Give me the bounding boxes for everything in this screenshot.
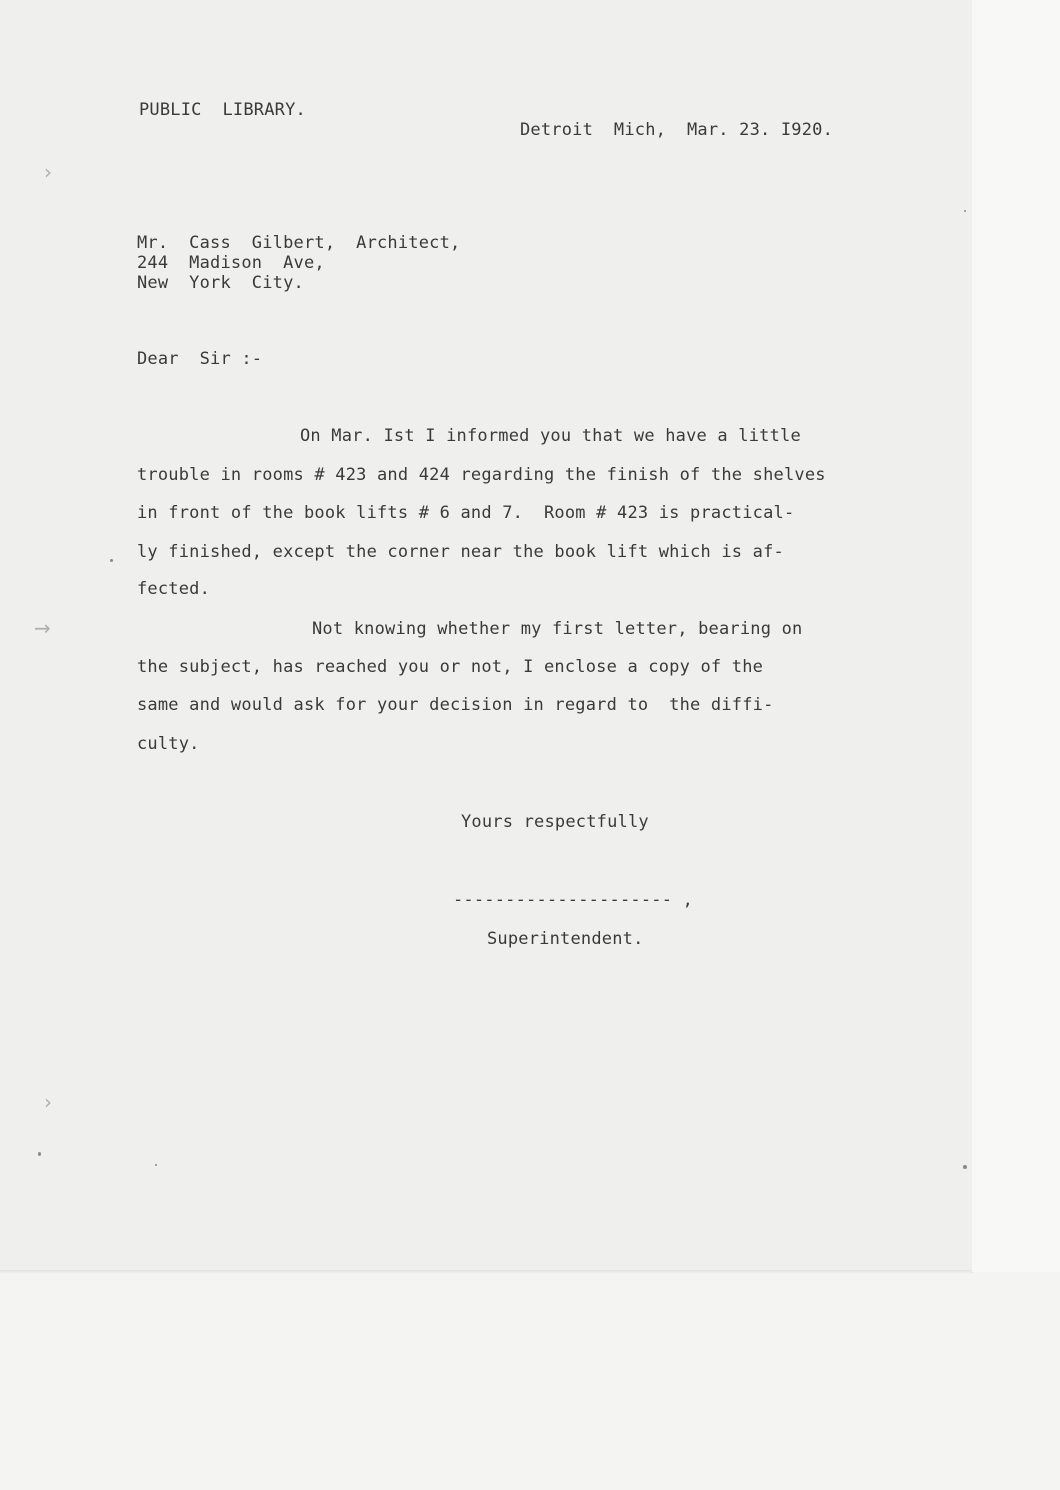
body-line: the subject, has reached you or not, I enclose a copy of the: [137, 657, 764, 677]
speck-mark: [110, 559, 113, 562]
speck-mark: [155, 1164, 157, 1166]
body-line: in front of the book lifts # 6 and 7. Room # 423 is practical-: [137, 503, 795, 523]
salutation: Dear Sir :-: [137, 349, 263, 369]
body-line: culty.: [137, 734, 200, 754]
complimentary-close: Yours respectfully: [461, 812, 649, 832]
signer-title: Superintendent.: [487, 929, 644, 949]
address-line: Mr. Cass Gilbert, Architect,: [137, 233, 461, 253]
address-line: 244 Madison Ave,: [137, 253, 325, 273]
body-line: Not knowing whether my first letter, bearing on: [312, 619, 803, 639]
body-line: same and would ask for your decision in regard to the diffi-: [137, 695, 774, 715]
sheet-bottom-edge: [0, 1270, 972, 1274]
backing-sheet: [972, 0, 1060, 1272]
speck-mark: [38, 1152, 41, 1156]
margin-mark: ›: [44, 1090, 52, 1114]
clip-mark: →: [34, 616, 51, 640]
letter-place-date: Detroit Mich, Mar. 23. I920.: [520, 120, 834, 140]
body-line: ly finished, except the corner near the book lift which is af-: [137, 542, 784, 562]
body-line: On Mar. Ist I informed you that we have a little: [300, 426, 801, 446]
body-line: fected.: [137, 579, 211, 599]
body-line: trouble in rooms # 423 and 424 regarding the finish of the shelves: [137, 465, 826, 485]
speck-mark: [963, 1165, 967, 1169]
margin-mark: ›: [44, 160, 52, 184]
speck-mark: [964, 210, 966, 212]
address-line: New York City.: [137, 273, 304, 293]
letterhead-organization: PUBLIC LIBRARY.: [139, 100, 306, 120]
signature-line: --------------------- ,: [453, 890, 694, 910]
